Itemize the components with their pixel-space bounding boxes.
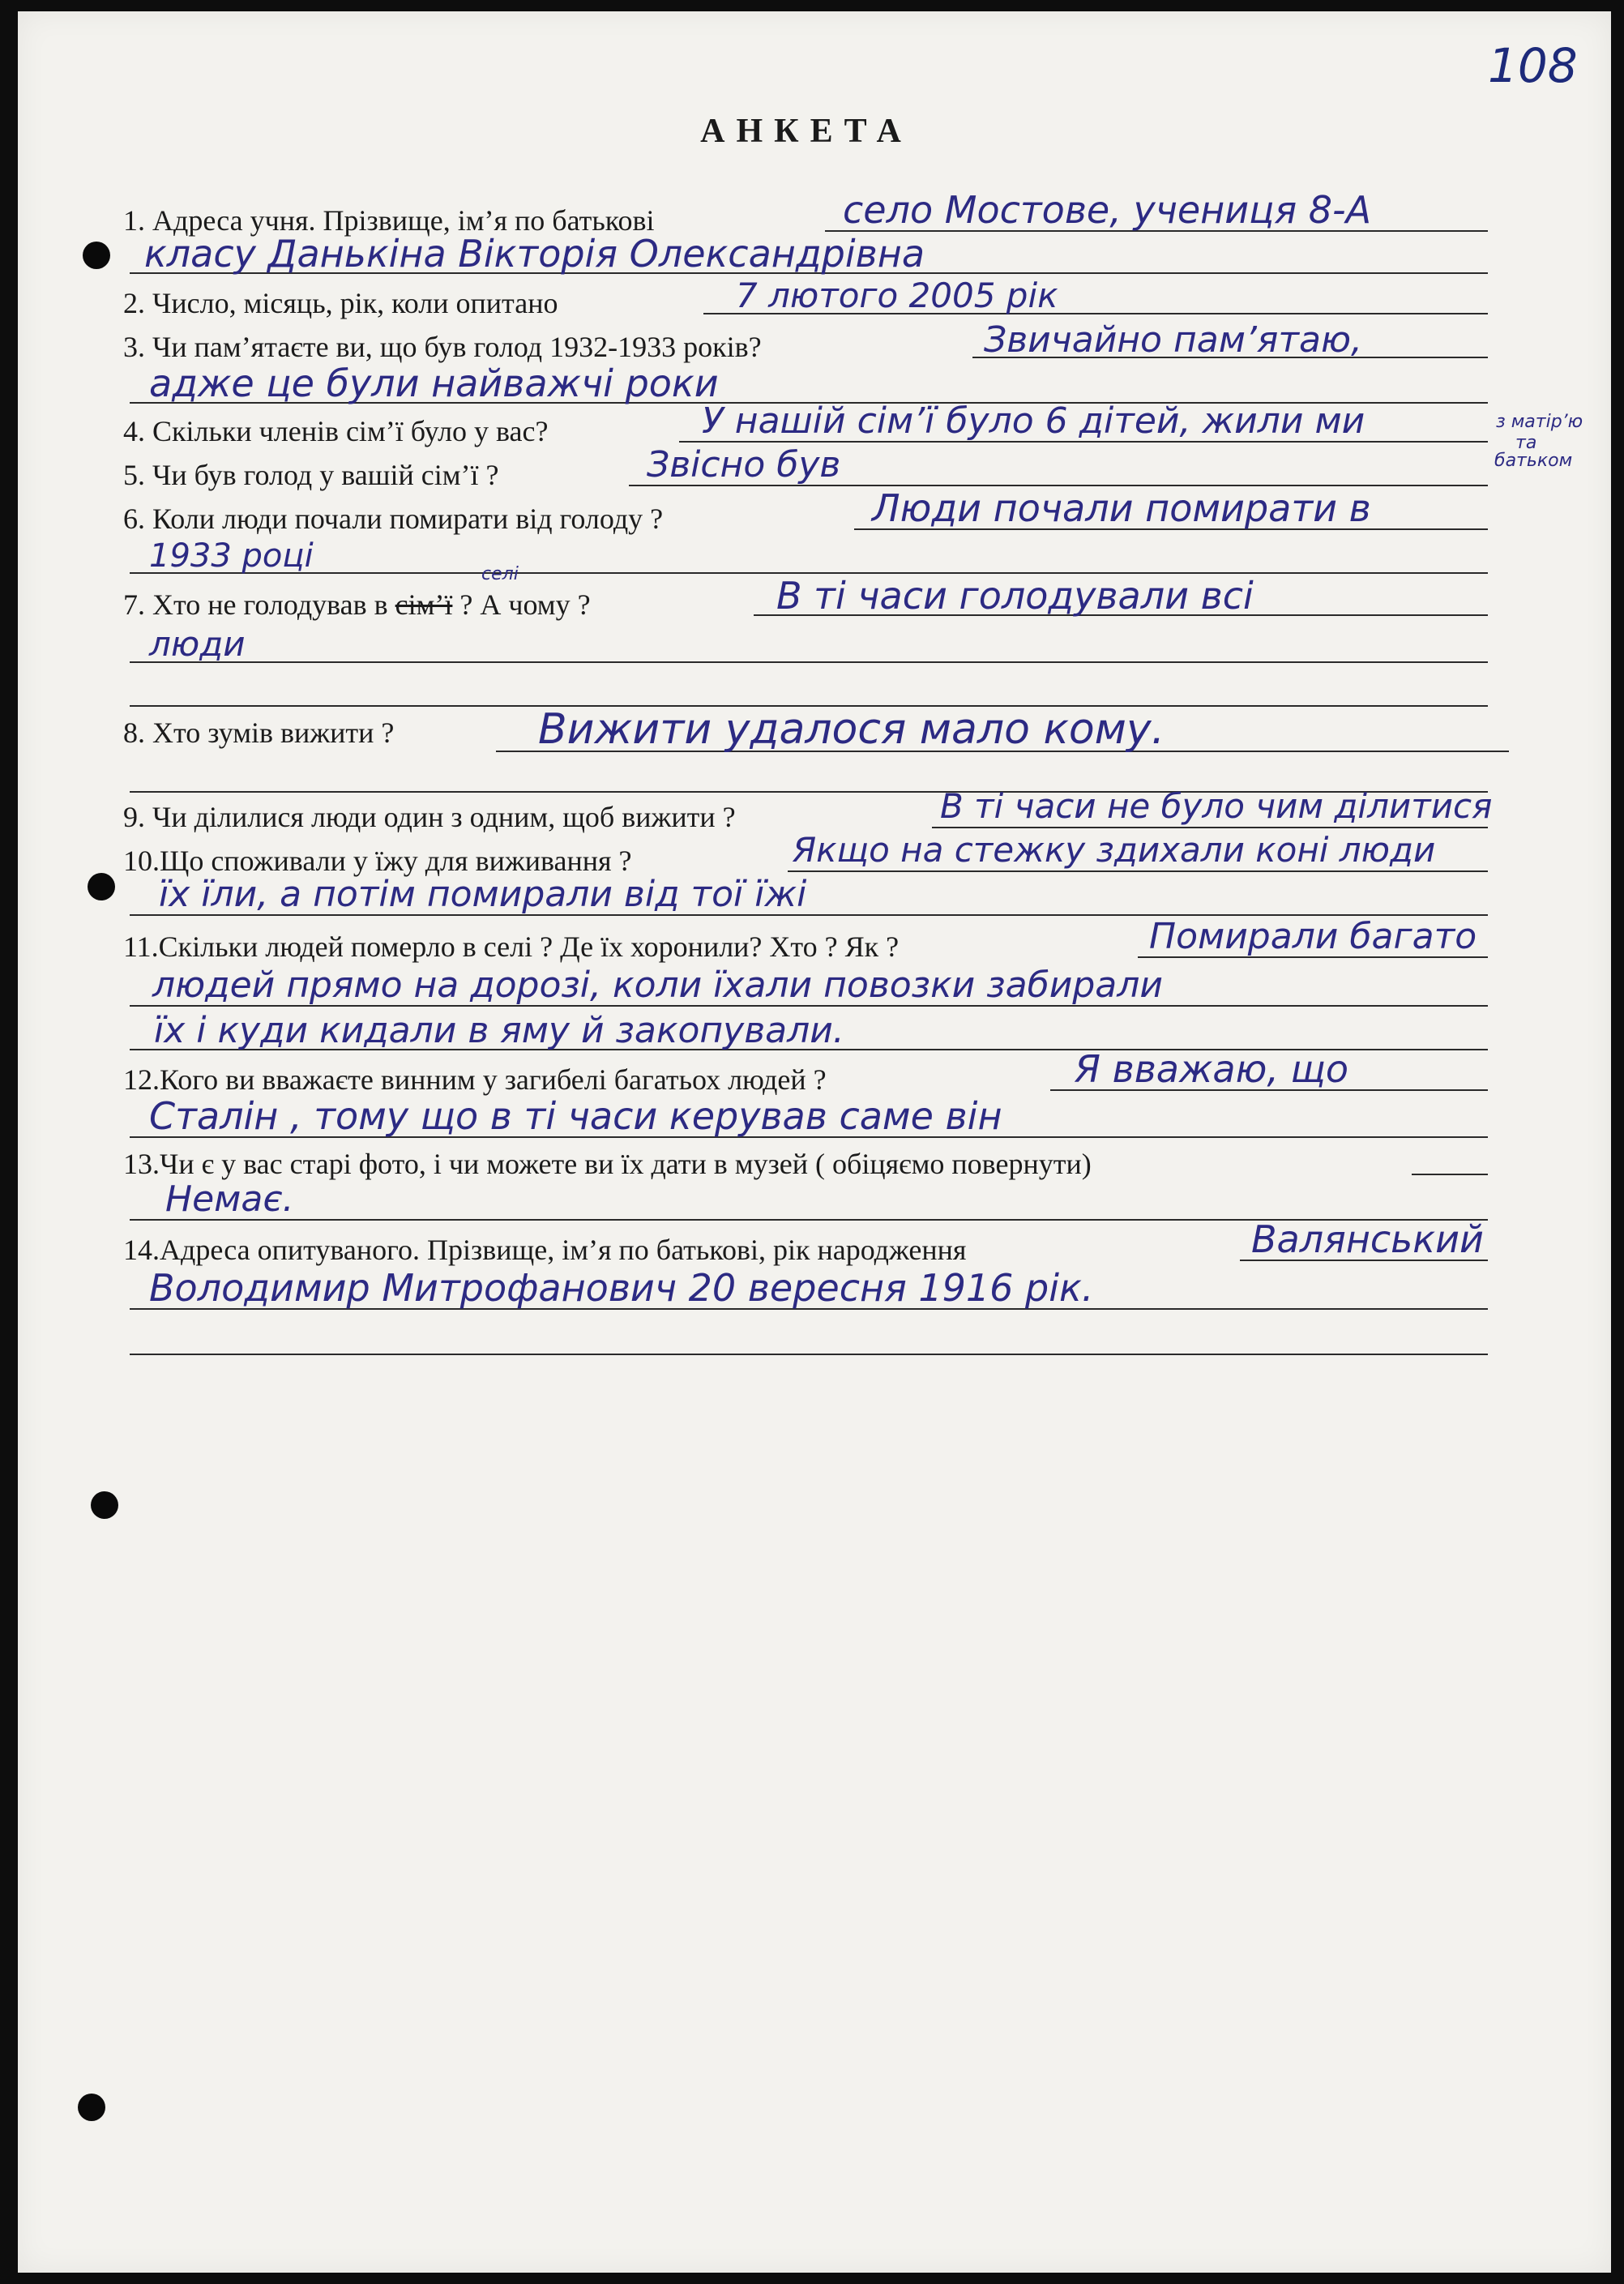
answer-2: 7 лютого 2005 рік bbox=[736, 276, 1058, 315]
page-number: 108 bbox=[1488, 38, 1578, 93]
answer-3-line-2: адже це були найважчі роки bbox=[149, 361, 719, 405]
answer-8: Вижити удалося мало кому. bbox=[538, 705, 1165, 754]
answer-line bbox=[130, 1354, 1488, 1355]
answer-5: Звісно був bbox=[647, 444, 841, 485]
answer-12-line-2: Сталін , тому що в ті часи керував саме він bbox=[149, 1094, 1002, 1138]
answer-4-note: батьком bbox=[1494, 451, 1573, 471]
punch-hole bbox=[83, 242, 110, 269]
question-1: 1. Адреса учня. Прізвище, ім’я по батькові bbox=[123, 204, 655, 237]
question-2: 2. Число, місяць, рік, коли опитано bbox=[123, 287, 558, 319]
answer-14-line-1: Валянський bbox=[1251, 1217, 1484, 1261]
question-4: 4. Скільки членів сім’ї було у вас? bbox=[123, 415, 549, 447]
question-13: 13.Чи є у вас старі фото, і чи можете ви їх дати в музей ( обіцяємо повернути) bbox=[123, 1148, 1092, 1180]
punch-hole bbox=[88, 873, 115, 900]
question-7-struck-word: сім’ї bbox=[395, 588, 453, 621]
answer-3-line-1: Звичайно пам’ятаю, bbox=[984, 319, 1362, 361]
answer-6-line-2: 1933 році bbox=[149, 537, 314, 575]
question-7 bbox=[123, 590, 591, 619]
answer-11-line-3: їх і куди кидали в яму й закопували. bbox=[154, 1010, 844, 1051]
question-8: 8. Хто зумів вижити ? bbox=[123, 716, 395, 749]
question-3: 3. Чи пам’ятаєте ви, що був голод 1932-1933 років? bbox=[123, 331, 762, 363]
answer-1-line-1: село Мостове, учениця 8-А bbox=[843, 188, 1372, 232]
answer-line bbox=[932, 827, 1488, 828]
answer-line bbox=[1412, 1174, 1488, 1175]
question-10: 10.Що споживали у їжу для виживання ? bbox=[123, 845, 632, 877]
question-14: 14.Адреса опитуваного. Прізвище, ім’я по батькові, рік народження bbox=[123, 1234, 967, 1266]
answer-11-line-1: Помирали багато bbox=[1149, 916, 1477, 957]
answer-7-line-1: В ті часи голодували всі bbox=[776, 574, 1254, 618]
punch-hole bbox=[78, 2094, 105, 2121]
answer-4: У нашій сім’ї було 6 дітей, жили ми bbox=[702, 400, 1365, 442]
answer-10-line-2: їх їли, а потім помирали від тої їжі bbox=[159, 874, 807, 915]
answer-1-line-2: класу Данькіна Вікторія Олександрівна bbox=[144, 232, 925, 276]
answer-4-note: та bbox=[1515, 433, 1537, 453]
answer-12-line-1: Я вважаю, що bbox=[1075, 1047, 1349, 1091]
question-11: 11.Скільки людей померло в селі ? Де їх хоронили? Хто ? Як ? bbox=[123, 930, 900, 963]
answer-11-line-2: людей прямо на дорозі, коли їхали повозки забирали bbox=[152, 964, 1163, 1006]
answer-4-note: з матір’ю bbox=[1496, 412, 1583, 432]
question-5: 5. Чи був голод у вашій сім’ї ? bbox=[123, 459, 499, 491]
answer-14-line-2: Володимир Митрофанович 20 вересня 1916 рік. bbox=[149, 1266, 1094, 1310]
answer-6-line-1: Люди почали помирати в bbox=[872, 486, 1371, 530]
answer-line bbox=[788, 870, 1488, 872]
question-7-text: ? А чому ? bbox=[459, 588, 591, 621]
punch-hole bbox=[91, 1491, 118, 1519]
answer-7-line-2: люди bbox=[149, 624, 246, 664]
answer-7-insert: селі bbox=[481, 564, 519, 584]
question-7-text: 7. Хто не голодував в bbox=[123, 588, 388, 621]
answer-line bbox=[130, 661, 1488, 663]
document-title: АНКЕТА bbox=[700, 113, 912, 150]
answer-13: Немає. bbox=[165, 1178, 294, 1220]
answer-10-line-1: Якщо на стежку здихали коні люди bbox=[793, 830, 1436, 870]
question-9: 9. Чи ділилися люди один з одним, щоб вижити ? bbox=[123, 801, 736, 833]
question-6: 6. Коли люди почали помирати від голоду ? bbox=[123, 503, 664, 535]
answer-9: В ті часи не було чим ділитися bbox=[940, 786, 1493, 826]
question-12: 12.Кого ви вважаєте винним у загибелі багатьох людей ? bbox=[123, 1063, 827, 1096]
